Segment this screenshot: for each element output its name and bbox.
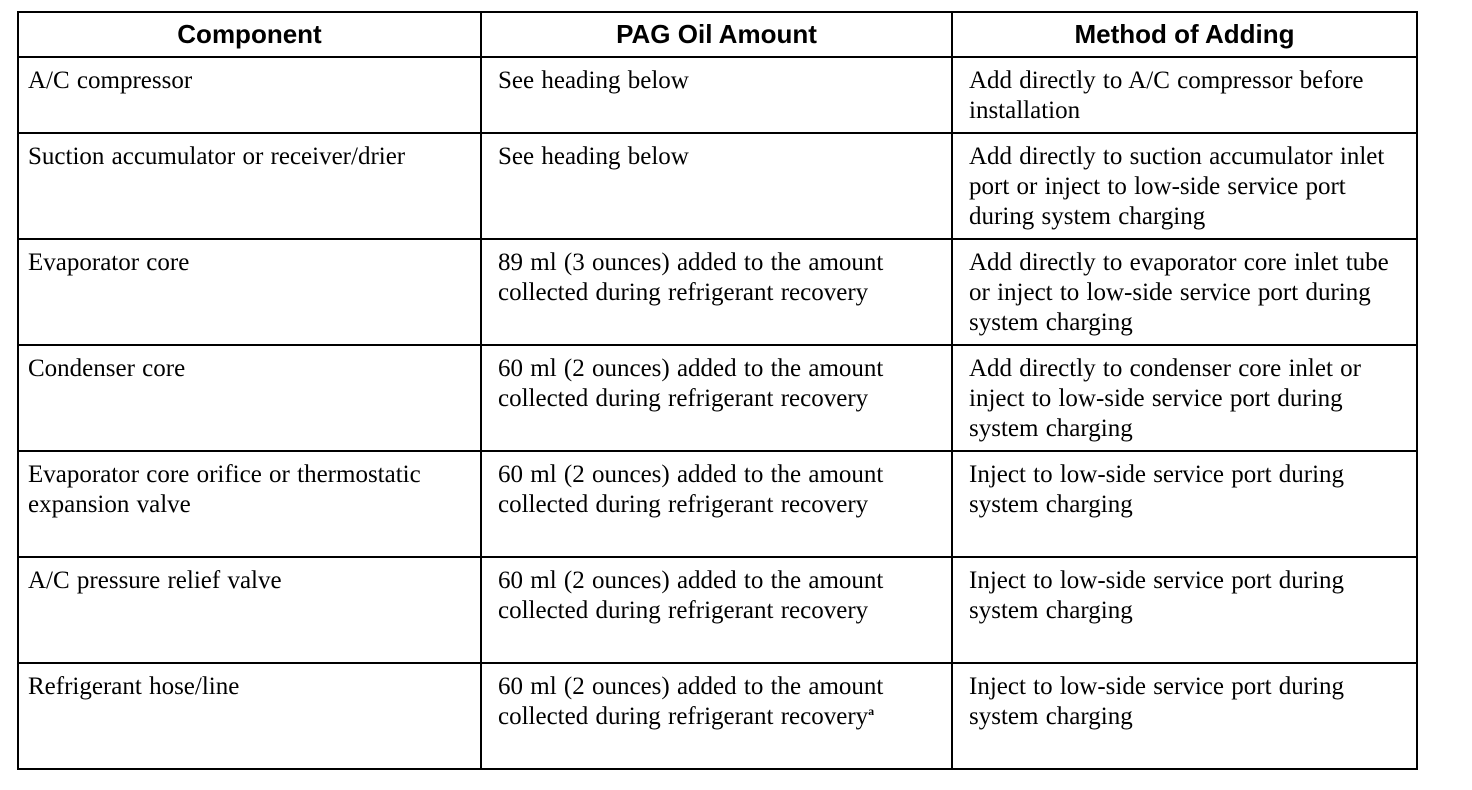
header-method-of-adding: Method of Adding (952, 12, 1417, 57)
pag-oil-table (17, 11, 1418, 770)
table-row (18, 663, 1417, 769)
component-cell: Evaporator core orifice or thermostatic expansion valve (18, 451, 481, 557)
method-cell: Add directly to A/C compressor before installation (952, 57, 1417, 133)
component-cell: A/C pressure relief valve (18, 557, 481, 663)
amount-cell: See heading below (481, 57, 952, 133)
amount-text: 60 ml (2 ounces) added to the amount collected during refrigerant recovery (498, 673, 884, 730)
table-row (18, 133, 1417, 239)
header-pag-oil-amount: PAG Oil Amount (481, 12, 952, 57)
method-cell: Add directly to suction accumulator inlet port or inject to low-side service port during system charging (952, 133, 1417, 239)
table-row (18, 345, 1417, 451)
amount-cell: 60 ml (2 ounces) added to the amount collected during refrigerant recovery (481, 557, 952, 663)
table-row (18, 451, 1417, 557)
footnote-marker: a (868, 704, 875, 718)
amount-cell: See heading below (481, 133, 952, 239)
table-row (18, 239, 1417, 345)
component-cell: Refrigerant hose/line (18, 663, 481, 769)
component-cell: Condenser core (18, 345, 481, 451)
method-cell: Add directly to condenser core inlet or inject to low-side service port during system charging (952, 345, 1417, 451)
component-cell: A/C compressor (18, 57, 481, 133)
amount-cell (481, 663, 952, 769)
amount-cell: 60 ml (2 ounces) added to the amount collected during refrigerant recovery (481, 345, 952, 451)
amount-cell: 89 ml (3 ounces) added to the amount collected during refrigerant recovery (481, 239, 952, 345)
header-component: Component (18, 12, 481, 57)
component-cell: Evaporator core (18, 239, 481, 345)
table-row (18, 557, 1417, 663)
amount-cell: 60 ml (2 ounces) added to the amount collected during refrigerant recovery (481, 451, 952, 557)
method-cell: Inject to low-side service port during system charging (952, 451, 1417, 557)
component-cell: Suction accumulator or receiver/drier (18, 133, 481, 239)
header-row (18, 12, 1417, 57)
table-row (18, 57, 1417, 133)
method-cell: Inject to low-side service port during system charging (952, 557, 1417, 663)
method-cell: Inject to low-side service port during system charging (952, 663, 1417, 769)
method-cell: Add directly to evaporator core inlet tube or inject to low-side service port during system charging (952, 239, 1417, 345)
